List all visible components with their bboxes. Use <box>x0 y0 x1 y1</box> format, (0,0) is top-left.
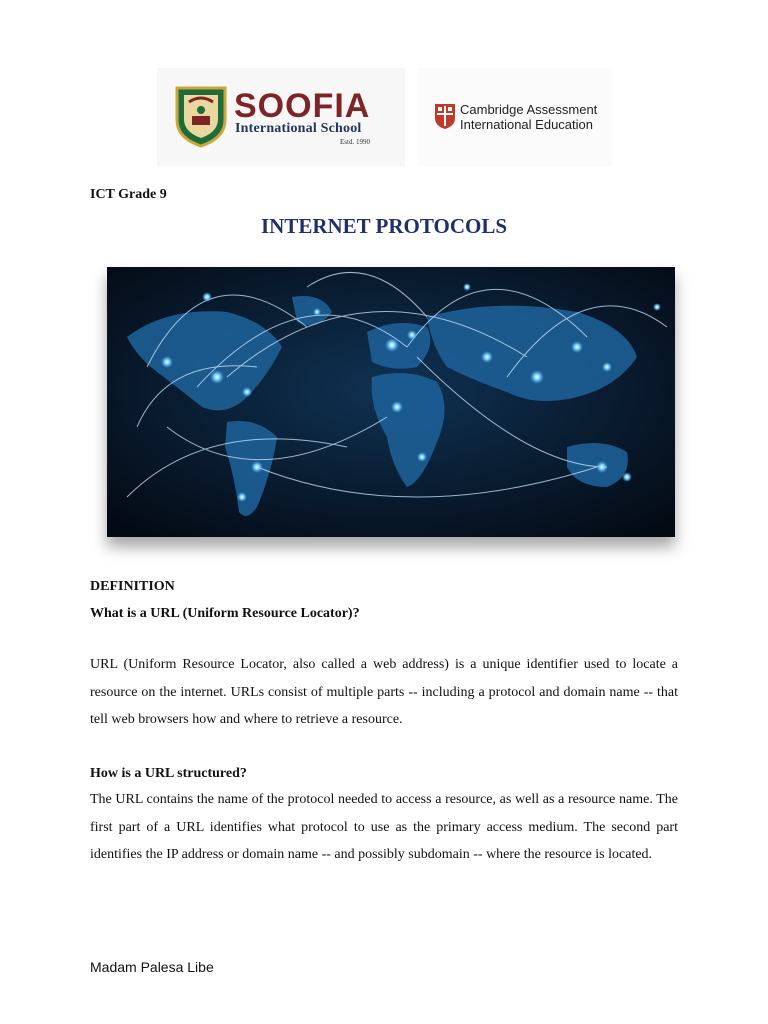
author-footer: Madam Palesa Libe <box>90 959 214 975</box>
partner-name-line1: Cambridge Assessment <box>460 102 598 117</box>
cambridge-shield-icon <box>434 103 456 130</box>
world-network-map-image <box>107 267 675 537</box>
paragraph-2: The URL contains the name of the protocol needed to access a resource, as well as a resource name. The first part of a URL identifies what protocol to use as the primary access medium. The second part identifies the IP address or domain name -- and possibly subdomain -- where the resource is located. <box>90 792 678 862</box>
school-subtitle: International School <box>235 121 362 136</box>
school-established: Estd. 1990 <box>340 138 370 146</box>
school-crest-icon <box>175 86 227 148</box>
school-name: SOOFIA <box>234 87 371 125</box>
question-heading-2: How is a URL structured? <box>90 766 247 781</box>
grade-label: ICT Grade 9 <box>90 187 167 202</box>
definition-heading: DEFINITION <box>90 579 175 594</box>
question-heading-1: What is a URL (Uniform Resource Locator)? <box>90 606 360 621</box>
paragraph-1: URL (Uniform Resource Locator, also called a web address) is a unique identifier used to locate a resource on the internet. URLs consist of multiple parts -- including a protocol and domain name -- that tell web browsers how and where to retrieve a resource. <box>90 657 678 727</box>
page-title: INTERNET PROTOCOLS <box>260 214 508 238</box>
partner-name-line2: International Education <box>460 117 593 132</box>
